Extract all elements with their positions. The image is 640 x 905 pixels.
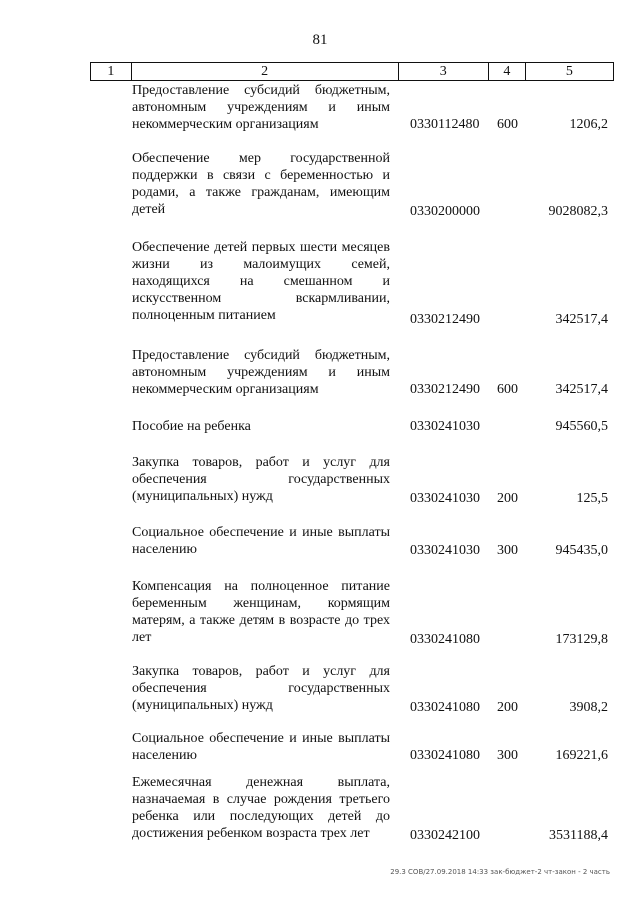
- row-expense-type: 200: [497, 700, 518, 715]
- row-code: 0330242100: [410, 828, 480, 843]
- row-code: 0330200000: [410, 204, 480, 219]
- row-amount: 3908,2: [569, 700, 608, 715]
- row-description: Предоставление субсидий бюджетным, автономным учреждениям и иным некоммерческим организациям: [132, 83, 390, 132]
- row-code: 0330241030: [410, 491, 480, 506]
- row-description: Компенсация на полноценное питание беременным женщинам, кормящим матерям, а также детям в возрасте до трех лет: [132, 579, 390, 645]
- row-expense-type: 600: [497, 382, 518, 397]
- row-code: 0330241080: [410, 700, 480, 715]
- row-description: Закупка товаров, работ и услуг для обеспечения государственных (муниципальных) нужд: [132, 664, 390, 713]
- page-number: 81: [312, 32, 328, 48]
- row-description: Пособие на ребенка: [132, 419, 251, 434]
- row-description: Обеспечение детей первых шести месяцев жизни из малоимущих семей, находящихся на смешанном и искусственном вскармливании, полноценным питанием: [132, 240, 390, 323]
- row-expense-type: 300: [497, 543, 518, 558]
- row-amount: 945435,0: [555, 543, 608, 558]
- row-amount: 342517,4: [555, 382, 608, 397]
- row-amount: 342517,4: [555, 312, 608, 327]
- header-col-1: 1: [91, 63, 132, 80]
- row-code: 0330212490: [410, 312, 480, 327]
- row-expense-type: 300: [497, 748, 518, 763]
- row-code: 0330241030: [410, 419, 480, 434]
- row-amount: 1206,2: [569, 117, 608, 132]
- row-amount: 3531188,4: [549, 828, 608, 843]
- header-col-4: 4: [489, 63, 526, 80]
- row-description: Закупка товаров, работ и услуг для обеспечения государственных (муниципальных) нужд: [132, 455, 390, 504]
- row-amount: 169221,6: [555, 748, 608, 763]
- row-code: 0330212490: [410, 382, 480, 397]
- row-description: Социальное обеспечение и иные выплаты населению: [132, 525, 390, 557]
- row-amount: 9028082,3: [548, 204, 608, 219]
- row-expense-type: 600: [497, 117, 518, 132]
- row-code: 0330112480: [410, 117, 480, 132]
- row-description: Предоставление субсидий бюджетным, автономным учреждениям и иным некоммерческим организациям: [132, 348, 390, 397]
- header-col-2: 2: [132, 63, 399, 80]
- header-col-5: 5: [565, 64, 573, 79]
- row-description: Обеспечение мер государственной поддержки в связи с беременностью и родами, а также гражданам, имеющим детей: [132, 151, 390, 217]
- row-expense-type: 200: [497, 491, 518, 506]
- row-code: 0330241030: [410, 543, 480, 558]
- row-code: 0330241080: [410, 748, 480, 763]
- row-amount: 945560,5: [555, 419, 608, 434]
- row-amount: 125,5: [576, 491, 608, 506]
- row-amount: 173129,8: [555, 632, 608, 647]
- table-header-row: [90, 62, 614, 81]
- footer-stamp: 29.3 СОВ/27.09.2018 14:33 зак-бюджет-2 чт-закон - 2 часть: [390, 868, 610, 876]
- header-col-3: 3: [399, 63, 489, 80]
- row-code: 0330241080: [410, 632, 480, 647]
- row-description: Социальное обеспечение и иные выплаты населению: [132, 731, 390, 763]
- row-description: Ежемесячная денежная выплата, назначаемая в случае рождения третьего ребенка или последующих детей до достижения ребенком возраста трех лет: [132, 775, 390, 841]
